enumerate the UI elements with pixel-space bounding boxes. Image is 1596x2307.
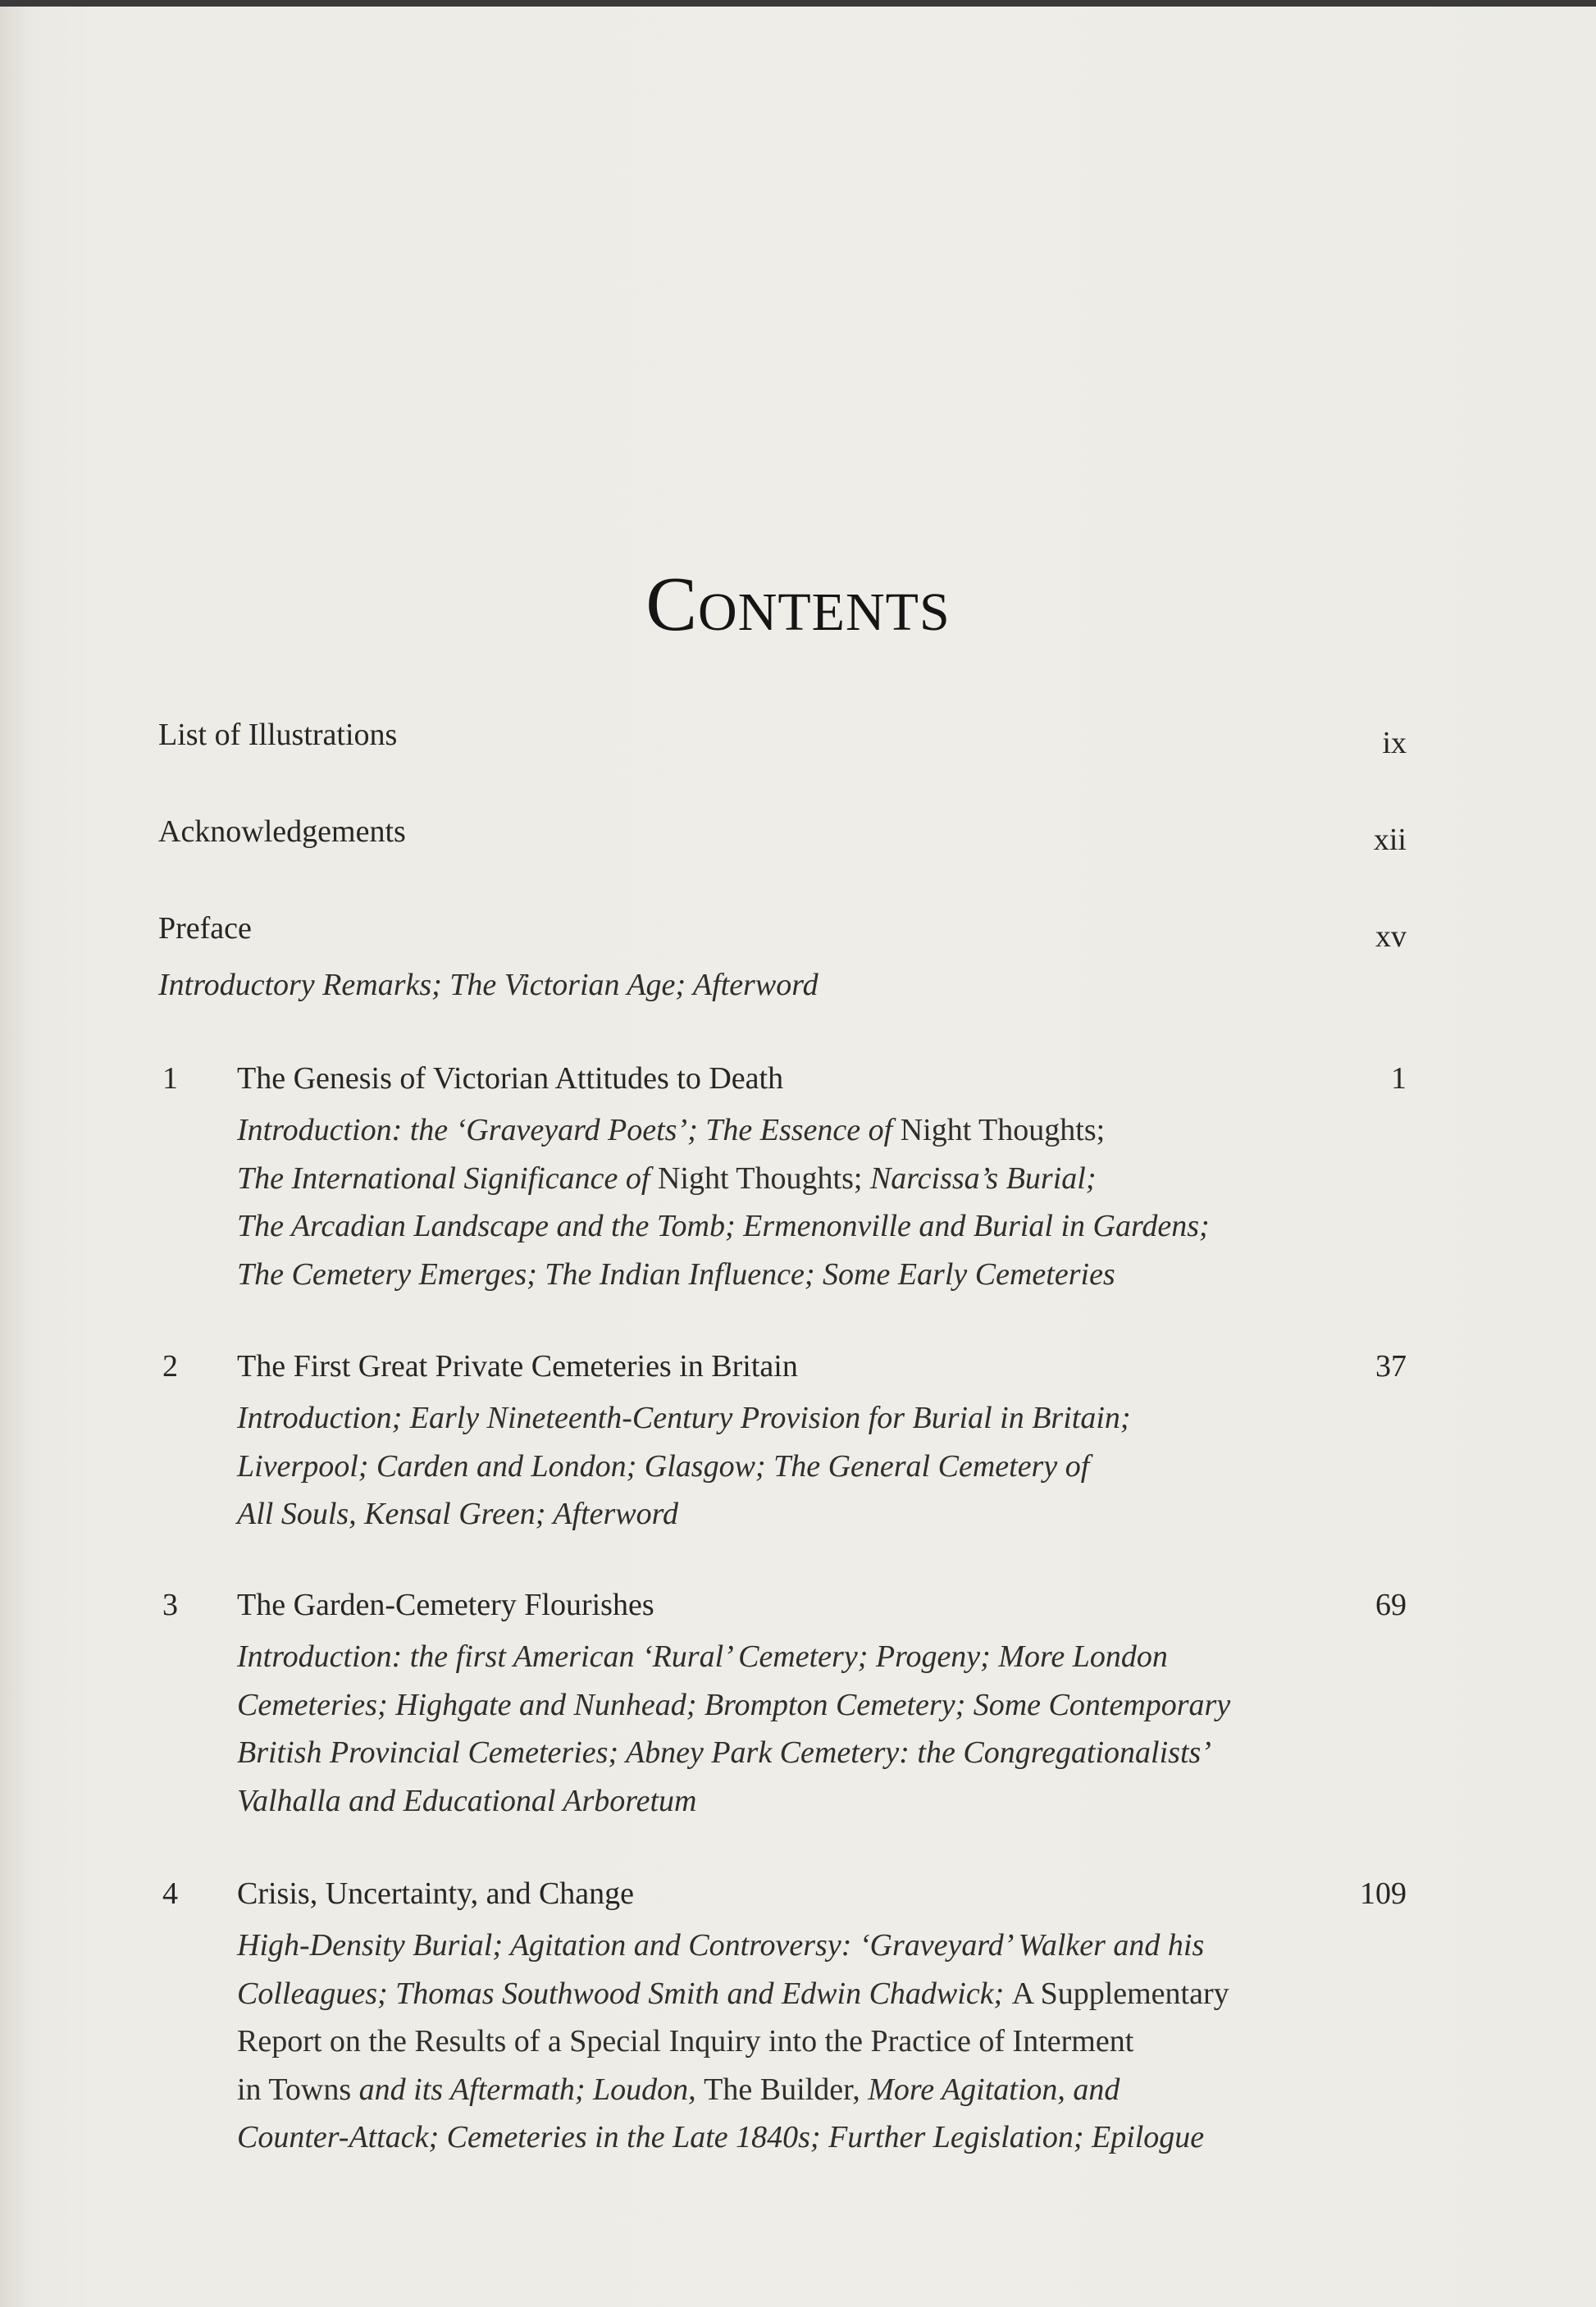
chapter-subtopics	[237, 1106, 1369, 1298]
chapter-subtopics	[237, 1633, 1369, 1825]
subtopic-run: Colleagues; Thomas Southwood Smith and Edwin Chadwick;	[237, 1976, 1012, 2011]
chapter-page-number: 37	[1375, 1349, 1407, 1384]
subtopic-line	[237, 1729, 1369, 1777]
subtopic-run-roman: in Towns	[237, 2072, 352, 2107]
subtopic-run: Introduction: the ‘Graveyard Poets’; The Essence of	[237, 1113, 901, 1147]
subtopic-line	[237, 2017, 1369, 2066]
chapter-title: The First Great Private Cemeteries in Britain	[237, 1349, 798, 1384]
subtopic-line	[237, 1922, 1369, 1970]
entry-subtopics: Introductory Remarks; The Victorian Age; Afterword	[158, 968, 819, 1002]
subtopic-run-roman: Night Thoughts;	[657, 1160, 863, 1196]
subtopic-run: British Provincial Cemeteries; Abney Park Cemetery: the Congregationalists’	[237, 1735, 1211, 1770]
subtopic-line	[237, 1106, 1369, 1155]
subtopic-line	[237, 1202, 1369, 1251]
subtopic-run: Cemeteries; Highgate and Nunhead; Brompton Cemetery; Some Contemporary	[237, 1687, 1231, 1722]
entry-label: Preface	[158, 911, 252, 946]
page-title: Contents	[645, 562, 951, 647]
subtopic-line	[237, 1251, 1369, 1299]
chapter-number: 1	[162, 1061, 178, 1096]
subtopic-run-roman: A Supplementary	[1011, 1976, 1229, 2011]
subtopic-line	[237, 1490, 1369, 1539]
chapter-subtopics	[237, 1922, 1369, 2162]
chapter-page-number: 69	[1375, 1588, 1407, 1622]
chapter-title: Crisis, Uncertainty, and Change	[237, 1876, 635, 1911]
subtopic-line	[237, 1443, 1369, 1491]
subtopic-line	[237, 1681, 1369, 1730]
entry-page-number: xv	[1375, 919, 1407, 954]
subtopic-run-roman: Report on the Results of a Special Inquiry into the Practice of Interment	[237, 2024, 1134, 2059]
subtopic-run: Introduction: the first American ‘Rural’ Cemetery; Progeny; More London	[237, 1639, 1168, 1674]
subtopic-line	[237, 2113, 1369, 2162]
subtopic-run: The Cemetery Emerges; The Indian Influence; Some Early Cemeteries	[237, 1256, 1115, 1292]
subtopic-run-roman: Night Thoughts;	[900, 1113, 1106, 1147]
subtopic-run: The Arcadian Landscape and the Tomb; Ermenonville and Burial in Gardens;	[237, 1209, 1210, 1243]
chapter-title: The Garden-Cemetery Flourishes	[237, 1588, 654, 1622]
subtopic-line	[237, 1970, 1369, 2018]
subtopic-run: Valhalla and Educational Arboretum	[237, 1783, 697, 1818]
subtopic-run-roman: The Builder,	[704, 2072, 860, 2107]
entry-label: List of Illustrations	[158, 718, 398, 752]
subtopic-run: All Souls, Kensal Green; Afterword	[237, 1497, 678, 1531]
chapter-page-number: 109	[1360, 1876, 1407, 1911]
chapter-number: 4	[162, 1876, 178, 1911]
subtopic-run: and its Aftermath; Loudon,	[351, 2072, 705, 2107]
subtopic-line	[237, 2066, 1369, 2114]
chapter-page-number: 1	[1391, 1061, 1407, 1096]
entry-page-number: xii	[1373, 823, 1407, 857]
subtopic-run: Counter-Attack; Cemeteries in the Late 1840s; Further Legislation; Epilogue	[237, 2120, 1205, 2154]
subtopic-run: Introduction; Early Nineteenth-Century Provision for Burial in Britain;	[237, 1401, 1131, 1435]
subtopic-run: Narcissa’s Burial;	[862, 1160, 1097, 1196]
subtopic-run: Liverpool; Carden and London; Glasgow; The General Cemetery of	[237, 1448, 1090, 1484]
subtopic-line	[237, 1777, 1369, 1826]
chapter-subtopics	[237, 1394, 1369, 1539]
subtopic-run: More Agitation, and	[860, 2072, 1120, 2107]
entry-page-number: ix	[1382, 726, 1407, 760]
subtopic-run: The International Significance of	[237, 1160, 658, 1196]
chapter-number: 3	[162, 1588, 178, 1622]
chapter-number: 2	[162, 1349, 178, 1384]
subtopic-line	[237, 1394, 1369, 1443]
chapter-title: The Genesis of Victorian Attitudes to Death	[237, 1061, 784, 1096]
subtopic-line	[237, 1155, 1369, 1203]
subtopic-line	[237, 1633, 1369, 1681]
entry-label: Acknowledgements	[158, 814, 406, 849]
subtopic-run: High-Density Burial; Agitation and Controversy: ‘Graveyard’ Walker and his	[237, 1928, 1205, 1963]
